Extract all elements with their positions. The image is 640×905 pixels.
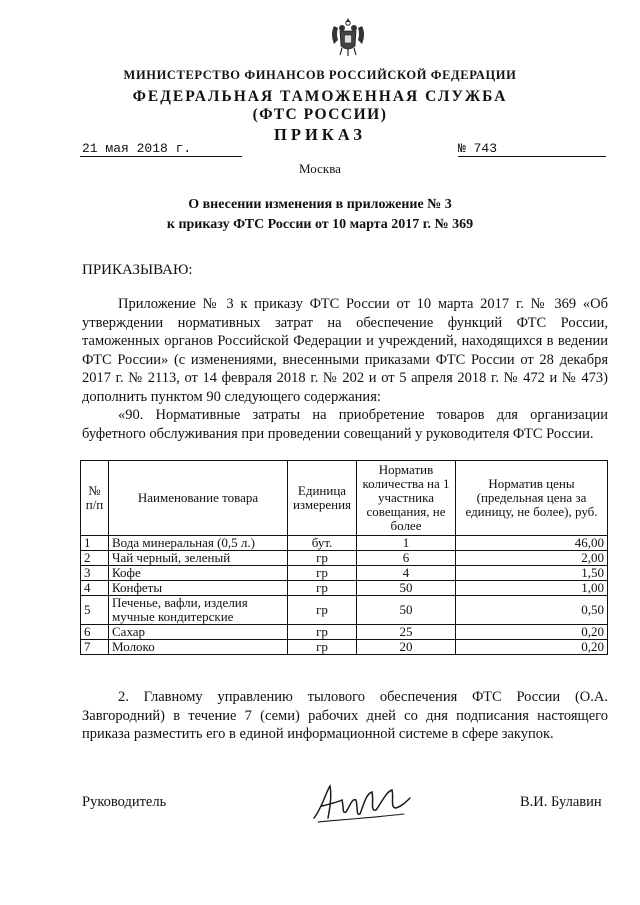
row-price: 1,50 xyxy=(456,566,608,581)
header-price: Норматив цены (предельная цена за единицу, не более), руб. xyxy=(456,461,608,536)
row-num: 1 xyxy=(81,536,109,551)
row-name: Сахар xyxy=(109,625,288,640)
table-row xyxy=(81,551,608,566)
row-qty: 1 xyxy=(357,536,456,551)
paragraph-3 xyxy=(82,688,608,744)
row-num: 5 xyxy=(81,596,109,625)
row-name: Печенье, вафли, изделия мучные кондитерские xyxy=(109,596,288,625)
paragraph-1 xyxy=(82,295,608,407)
row-num: 3 xyxy=(81,566,109,581)
row-unit: гр xyxy=(288,640,357,655)
header-name: Наименование товара xyxy=(109,461,288,536)
row-qty: 25 xyxy=(357,625,456,640)
row-qty: 50 xyxy=(357,581,456,596)
order-word: ПРИКАЗЫВАЮ: xyxy=(82,262,193,278)
row-num: 2 xyxy=(81,551,109,566)
coat-of-arms-icon xyxy=(328,14,368,58)
row-unit: гр xyxy=(288,596,357,625)
row-unit: бут. xyxy=(288,536,357,551)
row-price: 1,00 xyxy=(456,581,608,596)
document-subject xyxy=(0,195,640,235)
row-unit: гр xyxy=(288,581,357,596)
subject-line-1: О внесении изменения в приложение № 3 xyxy=(188,197,452,212)
service-abbr: (ФТС РОССИИ) xyxy=(252,106,388,123)
row-qty: 20 xyxy=(357,640,456,655)
table-row xyxy=(81,581,608,596)
row-qty: 4 xyxy=(357,566,456,581)
table-row xyxy=(81,536,608,551)
row-price: 0,20 xyxy=(456,625,608,640)
row-price: 0,50 xyxy=(456,596,608,625)
row-name: Конфеты xyxy=(109,581,288,596)
row-unit: гр xyxy=(288,566,357,581)
row-num: 4 xyxy=(81,581,109,596)
document-number: № 743 xyxy=(458,141,606,157)
row-num: 6 xyxy=(81,625,109,640)
row-name: Кофе xyxy=(109,566,288,581)
row-unit: гр xyxy=(288,551,357,566)
signatory-name: В.И. Булавин xyxy=(520,794,602,810)
document-date: 21 мая 2018 г. xyxy=(80,141,242,157)
service-name: ФЕДЕРАЛЬНАЯ ТАМОЖЕННАЯ СЛУЖБА xyxy=(132,88,508,105)
table-row xyxy=(81,640,608,655)
header-unit: Единица измерения xyxy=(288,461,357,536)
row-num: 7 xyxy=(81,640,109,655)
row-name: Вода минеральная (0,5 л.) xyxy=(109,536,288,551)
ministry-name: МИНИСТЕРСТВО ФИНАНСОВ РОССИЙСКОЙ ФЕДЕРАЦИИ xyxy=(123,68,517,82)
table-row xyxy=(81,566,608,581)
row-qty: 50 xyxy=(357,596,456,625)
handwritten-signature xyxy=(308,778,414,826)
row-name: Чай черный, зеленый xyxy=(109,551,288,566)
goods-table xyxy=(80,460,608,655)
subject-line-2: к приказу ФТС России от 10 марта 2017 г. № 369 xyxy=(166,217,474,232)
paragraph-3-text: 2. Главному управлению тылового обеспечения ФТС России (О.А. Завгородний) в течение 7 (семи) рабочих дней со дня подписания настоящего приказа разместить его в единой информационной системе в сфере закупок. xyxy=(82,689,608,743)
document-city: Москва xyxy=(299,161,341,176)
row-unit: гр xyxy=(288,625,357,640)
paragraph-1-text: Приложение № 3 к приказу ФТС России от 10 марта 2017 г. № 369 «Об утверждении нормативных затрат на обеспечение функций ФТС России, таможенных органов Российской Федерации и учреждений, находящихся в ведении ФТС России» (с изменениями, внесенными приказами ФТС России от 28 декабря 2017 г. № 2113, от 14 февраля 2018 г. № 202 и от 5 апреля 2018 г. № 472 и № 473) дополнить пунктом 90 следующего содержания: xyxy=(82,296,608,405)
paragraph-2-text: «90. Нормативные затраты на приобретение товаров для организации буфетного обслуживания при проведении совещаний у руководителя ФТС России. xyxy=(82,407,608,442)
signatory-role: Руководитель xyxy=(82,794,167,810)
row-price: 2,00 xyxy=(456,551,608,566)
row-price: 0,20 xyxy=(456,640,608,655)
table-header-row xyxy=(81,461,608,536)
paragraph-2 xyxy=(82,406,608,443)
table-row xyxy=(81,625,608,640)
header-qty: Норматив количества на 1 участника совещания, не более xyxy=(357,461,456,536)
row-name: Молоко xyxy=(109,640,288,655)
row-price: 46,00 xyxy=(456,536,608,551)
table-row xyxy=(81,596,608,625)
document-type: ПРИКАЗ xyxy=(274,125,366,144)
header-num: № п/п xyxy=(81,461,109,536)
row-qty: 6 xyxy=(357,551,456,566)
